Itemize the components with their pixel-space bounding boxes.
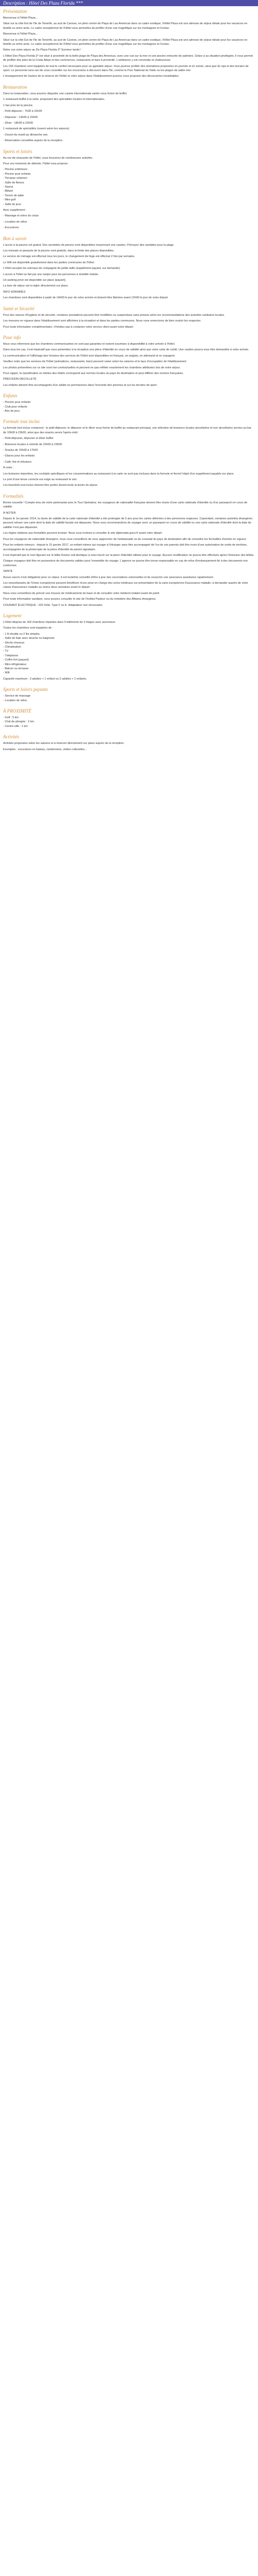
section-paragraph: Les règles relatives aux formalités peuvent évoluer. Nous vous invitons à consulter le site diplomatie.gouv.fr avant votre départ. <box>3 532 163 535</box>
section-heading: Santé et Sécurité <box>3 306 35 311</box>
section-paragraph: L'accès à la piscine est gratuit. Des serviettes de piscine sont disponibles moyennant une caution. Prévoyez des sandales pour la plage. <box>3 243 174 247</box>
list-item: - Aire de jeux <box>3 409 255 413</box>
list-item: - Piscine pour enfants <box>3 400 255 404</box>
section-paragraph: Un parking privé est disponible sur place (payant). <box>3 279 67 282</box>
section-list <box>3 694 255 703</box>
section-list <box>3 716 255 728</box>
list-item: - Piscine extérieure <box>3 167 255 172</box>
section-paragraph: 1 bar près de la piscine. <box>3 104 34 107</box>
section-paragraph: Pour toute information complémentaire, n'hésitez pas à contacter notre service client avant votre départ. <box>3 325 134 329</box>
section-paragraph: Activités proposées selon les saisons et à réserver directement sur place auprès de la réception. <box>3 742 125 745</box>
section-note: - Massage et soins du corps <box>3 214 39 218</box>
section-paragraph: Les 169 chambres sont équipées de tout le confort nécessaire pour un agréable séjour. Vous pourrez profiter des animations proposées en journée et en soirée, ainsi que du spa et des terrains de sport. Le personnel sera ravi de vous conseiller sur les excursions à découvrir dans l'île, comme le Parc National du Teide ou les plages de sable noir. <box>3 64 249 73</box>
section-paragraph: Pour les voyageurs de nationalité étrangère, nous vous conseillons de vous rapprocher de l'ambassade ou du consulat du pays de destination afin de connaître les formalités d'entrée en vigueur. <box>3 537 247 541</box>
list-item: - Location de vélos <box>3 699 255 703</box>
section-heading: Présentation <box>3 9 27 14</box>
list-item: - Terrasse solarium <box>3 176 255 180</box>
section-paragraph: 1 restaurant de spécialités (ouvert selon les saisons) <box>3 127 70 131</box>
list-item: - Sèche-cheveux <box>3 641 255 645</box>
section-note: - Excursions <box>3 226 19 230</box>
section-paragraph: Pour des raisons d'hygiène et de sécurité, certaines prestations peuvent être modifiées ou suspendues sans préavis selon les recommandations des autorités sanitaires locales. <box>3 313 225 317</box>
list-item: - Téléphone <box>3 654 255 658</box>
section <box>0 708 258 728</box>
section-heading: Restauration <box>3 84 27 90</box>
list-item: - Sauna <box>3 185 255 189</box>
list-item: - Centre-ville : 1 km <box>3 724 255 728</box>
section-paragraph: Les photos présentées sur ce site sont non contractuelles et peuvent ne pas refléter exactement les chambres attribuées lors de votre séjour. <box>3 366 181 369</box>
list-item: - Club de plongée : 2 km <box>3 720 255 724</box>
section-paragraph: Les transats et parasols de la piscine sont gratuits, dans la limite des places disponibles. <box>3 249 115 253</box>
section-paragraph: Toutes les chambres sont équipées de : <box>3 626 53 630</box>
section-paragraph: Notre vue notre séjour au De Plaza Florida 3* Summer lambi ! <box>3 48 82 52</box>
section-heading: Bon à savoir <box>3 235 27 241</box>
section-paragraph: - Dîner : 18h30 à 22h00 <box>3 121 34 125</box>
section <box>0 493 258 607</box>
section-paragraph: COURANT ÉLECTRIQUE : 220 Volts. Type F ou E. Adaptateur non nécessaire. <box>3 603 103 607</box>
section-heading: Pour info <box>3 334 21 340</box>
section-paragraph: Bonne nouvelle ! Compte tenu de notre partenariat avec le Tour Opérateur, les voyageurs de nationalité française doivent être munis d'une carte nationale d'identité ou d'un passeport en cours de validité. <box>3 501 248 509</box>
list-item: - Piscine pour enfants <box>3 172 255 176</box>
section <box>0 334 258 387</box>
section-heading: Formalités <box>3 493 24 499</box>
list-item: - Salle de fitness <box>3 181 255 185</box>
section <box>0 148 258 230</box>
section-paragraph: Le Wifi est disponible gratuitement dans les parties communes de l'hôtel. <box>3 261 95 264</box>
section-paragraph: 1 restaurant buffet à la carte, proposant des spécialités locales et internationales. <box>3 98 105 101</box>
section-heading: Enfants <box>3 393 18 399</box>
page-title: Description : Hôtel Des Plaza Florida *** <box>3 1 83 6</box>
section-paragraph: - Glaces pour les enfants <box>3 454 35 458</box>
section-paragraph: La taxe de séjour est à régler directement sur place. <box>3 284 69 288</box>
list-item: - Mini-golf <box>3 198 255 202</box>
sections <box>0 8 258 752</box>
section-paragraph: - Petit-déjeuner, déjeuner et dîner buffet <box>3 437 54 440</box>
section-paragraph: PRÉCISION DÉCOLLETÉ <box>3 378 37 381</box>
section-note: Avec supplément : <box>3 209 27 212</box>
section <box>0 418 258 487</box>
section-paragraph: L'enseignement de l'auteur de la réserve de l'Hôtel et votre séjour dans l'établissement pourrez vous proposer des découvertes inoubliables. <box>3 75 180 78</box>
list-item: - TV <box>3 649 255 653</box>
section-paragraph: - Boissons locales à volonté de 10h00 à 23h00 <box>3 443 62 446</box>
section-paragraph: Les mesures en vigueur dans l'établissement sont affichées à la réception et dans les parties communes. Nous vous remercions de bien vouloir les respecter. <box>3 319 201 323</box>
section-paragraph: À NOTER <box>3 511 16 515</box>
section-list <box>3 632 255 675</box>
section-paragraph: Chaque voyageur doit être en possession de documents valides pour l'ensemble du voyage. L'agence ne pourra être tenue responsable en cas de refus d'embarquement lié à des documents non conformes. <box>3 560 248 567</box>
section-list <box>3 400 255 413</box>
list-item: - 1 lit double ou 2 lits simples <box>3 632 255 636</box>
section-paragraph: Pour rappel, la classification en étoiles des hôtels correspond aux normes locales du pays de destination et peut différer des normes françaises. <box>3 371 184 375</box>
section <box>0 235 258 300</box>
section-paragraph: Pour toute information sanitaire, vous pouvez consulter le site de l'Institut Pasteur ou du ministère des Affaires étrangères. <box>3 598 156 601</box>
section-paragraph: - Réservation conseillée auprès de la réception. <box>3 139 63 143</box>
section-heading: À PROXIMITÉ <box>3 708 31 714</box>
list-item: - Coffre-fort (payant) <box>3 658 255 662</box>
section-paragraph: Le service de ménage est effectué tous les jours, le changement de linge est effectué 2 fois par semaine. <box>3 255 135 259</box>
section-paragraph: Situé sur la côte Est de l'île de Tenerife, au sud de Cannes, en plein centre de Playa de Las Americas dans un cadre exotique, l'Hôtel Plaza est une adresse de séjour idéale pour les vacances en famille ou entre amis. Le cadre exceptionnel de l'Hôtel vous permettra de profiter d'une vue magnifique sur les montagnes et l'océan. <box>3 22 248 30</box>
section-paragraph: Bienvenue à l'Hôtel Plaza... <box>3 16 38 20</box>
section-heading: Sports et loisirs <box>3 148 33 154</box>
section <box>0 613 258 681</box>
section-paragraph: Depuis le 1er janvier 2014, la durée de validité de la carte nationale d'identité a été prolongée de 5 ans pour les cartes délivrées à des personnes majeures. Cependant, certaines autorités étrangères peuvent refuser une carte dont la date de validité faciale est dépassée. Nous vous recommandons de voyager avec un passeport en cours de validité ou une carte nationale d'identité dont la date de validité n'est pas dépassée. <box>3 517 253 529</box>
section-paragraph: Les boissons importées, les cocktails spécifiques et les consommations au restaurant à la carte ne sont pas incluses dans la formule et feront l'objet d'un supplément payable sur place. <box>3 472 235 476</box>
section-heading: Activités <box>3 734 19 740</box>
section-paragraph: La formule tout inclus comprend : le petit-déjeuner, le déjeuner et le dîner sous forme de buffet au restaurant principal, une sélection de boissons locales alcoolisées et non alcoolisées servies au bar de 10h00 à 23h00, ainsi que des snacks servis l'après-midi. <box>3 427 252 434</box>
section-paragraph: L'accès à l'hôtel se fait par une rampe pour les personnes à mobilité réduite. <box>3 273 99 276</box>
section-note: Capacité maximum : 3 adultes + 1 enfant ou 2 adultes + 2 enfants. <box>3 677 87 681</box>
section <box>0 393 258 413</box>
section-paragraph: Aucun vaccin n'est obligatoire pour ce séjour. Il est toutefois conseillé d'être à jour des vaccinations universelles et de souscrire une assurance assistance rapatriement. <box>3 575 214 579</box>
section-paragraph: Bienvenue à l'Hôtel Plaza... <box>3 32 38 36</box>
list-item: - Balcon ou terrasse <box>3 667 255 671</box>
section-paragraph: - Snacks de 15h00 à 17h00 <box>3 449 38 452</box>
section-paragraph: Nous vous conseillons de prévoir une trousse de médicaments de base et de consulter votre médecin traitant avant de partir. <box>3 591 160 595</box>
section-paragraph: - Café, thé et infusions <box>3 460 32 464</box>
section-note: - Location de vélos <box>3 220 27 224</box>
section-paragraph: Au rez-de-chaussée de l'hôtel, vous trouverez de nombreuses activités. <box>3 156 93 160</box>
section <box>0 84 258 143</box>
list-item: - Billard <box>3 189 255 193</box>
section-heading: Sports et loisirs payants <box>3 687 48 692</box>
section-paragraph: Les chambres sont disponibles à partir de 14h00 le jour de votre arrivée et doivent être libérées avant 12h00 le jour de votre départ. <box>3 296 169 300</box>
section <box>0 306 258 329</box>
section-paragraph: Pour vos moments de détente, l'hôtel vous propose : <box>3 162 70 165</box>
section <box>0 8 258 79</box>
section-paragraph: Pour les enfants mineurs : depuis le 15 janvier 2017, un enfant mineur qui voyage à l'étranger sans être accompagné de l'un de ses parents doit être muni d'une autorisation de sortie de territoire, accompagnée de la photocopie de la pièce d'identité du parent signataire. <box>3 544 248 551</box>
section-paragraph: Veuillez noter que les services de l'hôtel (animations, restaurants, bars) peuvent varier selon les saisons et le taux d'occupation de l'établissement. <box>3 360 187 364</box>
list-item: - Salle de jeux <box>3 202 255 207</box>
section-list <box>3 167 255 207</box>
section-paragraph: Les ressortissants de l'Union européenne peuvent bénéficier d'une prise en charge des soins médicaux sur présentation de la carte européenne d'assurance maladie, à demander auprès de votre caisse d'assurance maladie au moins deux semaines avant le départ. <box>3 581 248 589</box>
section-heading: Logement <box>3 613 22 618</box>
page <box>0 0 258 752</box>
page-header <box>0 0 258 6</box>
section-paragraph: Exemples : excursions en bateau, randonnées, visites culturelles... <box>3 748 87 751</box>
section-paragraph: Nous vous informons que les chambres communicantes ne sont pas garanties et restent soumises à disponibilité à votre arrivée à l'hôtel. <box>3 342 175 346</box>
section-paragraph: Il est impératif que le nom figurant sur le billet d'avion soit identique à celui inscrit sur la pièce d'identité utilisée pour le voyage. Aucune modification ne pourra être effectuée après l'émission des billets. <box>3 553 254 557</box>
list-item: - Salle de bain avec douche ou baignoire <box>3 636 255 640</box>
section <box>0 734 258 752</box>
section-paragraph: L'hôtel dispose de 169 chambres réparties dans 5 bâtiments de 3 étages avec ascenseur. <box>3 620 116 624</box>
list-item: - Golf : 5 km <box>3 716 255 720</box>
section-paragraph: Le port d'une tenue correcte est exigé au restaurant le soir. <box>3 478 77 482</box>
section-paragraph: Dans la restauration, vous pourrez déguster une cuisine internationale variée sous forme de buffet. <box>3 92 127 95</box>
section <box>0 686 258 703</box>
section-paragraph: - Ouvert du mardi au dimanche soir. <box>3 133 49 137</box>
section-paragraph: SANTÉ <box>3 570 13 573</box>
list-item: - Service de massage <box>3 694 255 698</box>
list-item: - Club pour enfants <box>3 405 255 409</box>
list-item: - Tennis de table <box>3 194 255 198</box>
section-paragraph: INFO HORAIRES <box>3 290 26 294</box>
section-paragraph: L'hôtel accepte les animaux de compagnie de petite taille (supplément payant, sur demande). <box>3 267 121 270</box>
section-paragraph: Situé sur la côte Est de l'île de Tenerife, au sud de Cannes, en plein centre de Playa de Las Americas dans un cadre exotique, l'Hôtel Plaza est une adresse de séjour idéale pour les vacances en famille ou entre amis. Le cadre exceptionnel de l'Hôtel vous permettra de profiter d'une vue magnifique sur les montagnes et l'océan. <box>3 38 248 46</box>
section-paragraph: La communication et l'affichage des horaires des services de l'hôtel sont disponibles en français, en anglais, en allemand et en espagnol. <box>3 354 175 358</box>
section-paragraph: - Petit déjeuner : 7h30 à 10h30 <box>3 110 42 113</box>
section-paragraph: L'Hôtel Des Plaza Florida 3* est situé à proximité de la belle plage de Playa des Americas, avec une vue sur la mer et une piscine entourée de palmiers. Grâce à sa situation privilégiée, il vous permet de profiter des joies de la Costa Adeje et des commerces, restaurants et bars à proximité. L'ambiance y est conviviale et chaleureuse. <box>3 54 253 62</box>
section-paragraph: Dans tous les cas, il est impératif que vous présentiez à la réception une pièce d'identité en cours de validité ainsi que votre carte de crédit. Une caution pourra vous être demandée à votre arrivée. <box>3 348 249 352</box>
list-item: - Wifi <box>3 671 255 675</box>
section-paragraph: Les enfants doivent être accompagnés d'un adulte en permanence dans l'enceinte des piscines et sur les terrains de sport. <box>3 383 157 387</box>
section-paragraph: Les bracelets tout inclus doivent être portés durant toute la durée du séjour. <box>3 484 98 487</box>
section-heading: Formule tout inclus <box>3 419 40 425</box>
list-item: - Mini-réfrigérateur <box>3 663 255 667</box>
list-item: - Climatisation <box>3 645 255 649</box>
section-paragraph: À noter : <box>3 466 14 470</box>
section-paragraph: - Déjeuner : 13h00 à 15h00 <box>3 115 38 119</box>
